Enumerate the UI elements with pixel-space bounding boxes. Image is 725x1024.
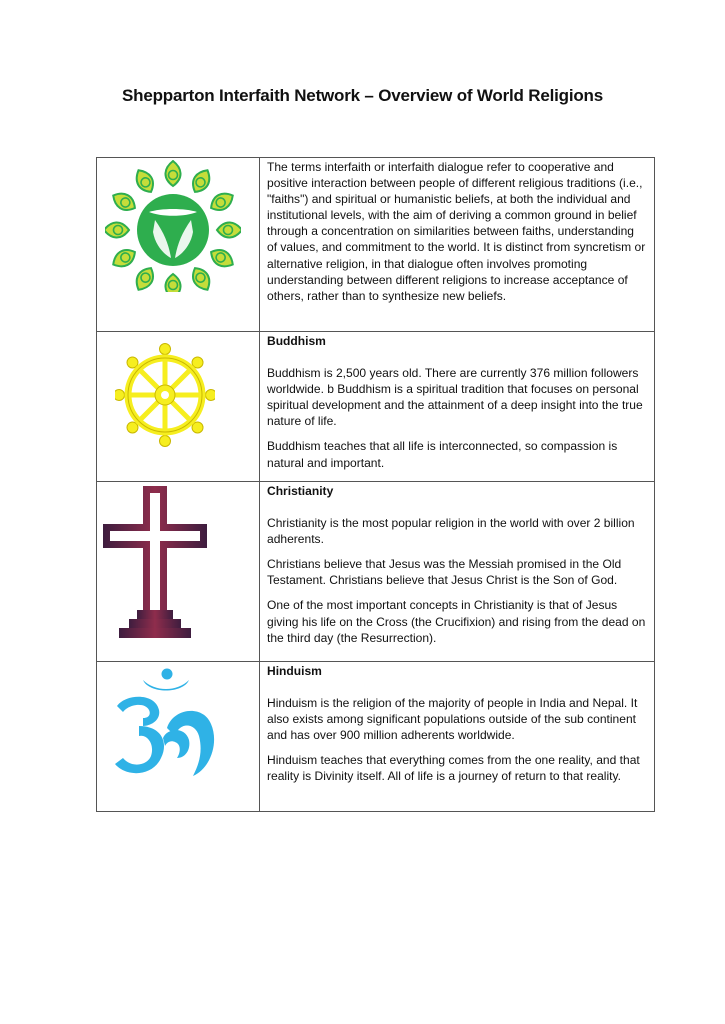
table-row-christianity	[97, 482, 655, 662]
buddhism-paragraph-2: Buddhism teaches that all life is interconnected, so compassion is natural and important.	[267, 439, 618, 470]
faith-symbol-leaf	[165, 161, 180, 186]
religions-table	[96, 157, 655, 812]
faith-symbol-leaf	[207, 189, 236, 215]
image-cell-hinduism	[97, 662, 260, 812]
faith-symbol-leaf	[109, 245, 138, 271]
om-symbol-icon	[111, 668, 225, 786]
interfaith-emblem-icon	[105, 160, 241, 292]
faith-symbol-leaf	[188, 166, 214, 195]
christian-cross-icon	[103, 486, 207, 646]
section-heading-buddhism: Buddhism	[267, 334, 326, 348]
christianity-paragraph-3: One of the most important concepts in Christianity is that of Jesus giving his life on the Cross (the Crucifixion) and rising from the dead on the third day (the Resurrection).	[267, 598, 646, 645]
dharma-wheel-icon	[115, 343, 215, 447]
faith-symbol-leaf	[105, 222, 129, 237]
buddhism-paragraph-1: Buddhism is 2,500 years old. There are currently 376 million followers worldwide. b Buddhism is a spiritual tradition that focuses on personal spiritual development and the attainment of a deep insight into the true nature of life.	[267, 366, 643, 429]
text-cell-christianity	[260, 482, 655, 662]
section-heading-hinduism: Hinduism	[267, 664, 322, 678]
table-row-hinduism	[97, 662, 655, 812]
section-heading-christianity: Christianity	[267, 484, 334, 498]
faith-symbol-leaf	[207, 245, 236, 271]
faith-symbol-leaf	[109, 189, 138, 215]
image-cell-christianity	[97, 482, 260, 662]
hinduism-paragraph-2: Hinduism teaches that everything comes from the one reality, and that reality is Divinity itself. All of life is a journey of return to that reality.	[267, 753, 640, 784]
hinduism-paragraph-1: Hinduism is the religion of the majority of people in India and Nepal. It also exists among significant populations outside of the sub continent and has over 900 million adherents worldwide.	[267, 696, 638, 743]
interfaith-paragraph: The terms interfaith or interfaith dialogue refer to cooperative and positive interaction between people of different religious traditions (i.e., "faiths") and spiritual or humanistic beliefs, at both the individual and institutional levels, with the aim of deriving a common ground in belief through a concentration on similarities between faiths, understanding of values, and commitment to the world. It is distinct from syncretism or alternative religion, in that dialogue often involves promoting understanding between different religions to increase acceptance of others, rather than to synthesize new beliefs.	[267, 160, 646, 303]
document-title: Shepparton Interfaith Network – Overview of World Religions	[122, 86, 603, 105]
table-row-buddhism	[97, 332, 655, 482]
table-row-interfaith	[97, 158, 655, 332]
faith-symbol-leaf	[165, 274, 180, 292]
text-cell-hinduism	[260, 662, 655, 812]
image-cell-interfaith	[97, 158, 260, 332]
text-cell-interfaith	[260, 158, 655, 332]
image-cell-buddhism	[97, 332, 260, 482]
christianity-paragraph-1: Christianity is the most popular religion in the world with over 2 billion adherents.	[267, 516, 635, 547]
text-cell-buddhism	[260, 332, 655, 482]
faith-symbol-leaf	[188, 264, 214, 292]
faith-symbol-leaf	[217, 222, 241, 237]
christianity-paragraph-2: Christians believe that Jesus was the Messiah promised in the Old Testament. Christians believe that Jesus Christ is the Son of God.	[267, 557, 622, 588]
faith-symbol-leaf	[132, 264, 158, 292]
faith-symbol-leaf	[132, 166, 158, 195]
